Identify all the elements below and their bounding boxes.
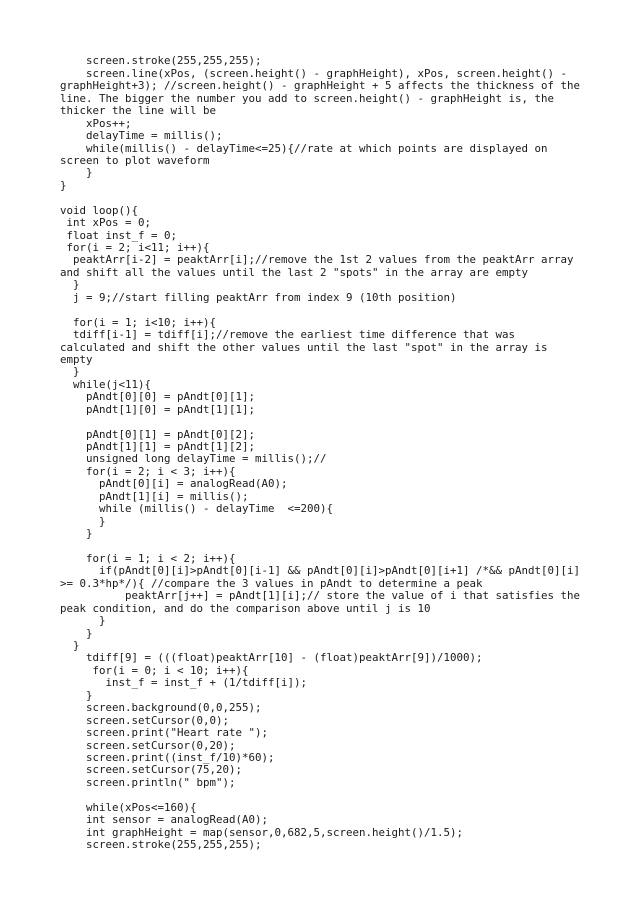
code-line: screen.setCursor(0,20); (60, 738, 236, 752)
code-line: while(j<11){ (60, 377, 152, 391)
code-line: while(xPos<=160){ (60, 800, 197, 814)
code-line: for(i = 1; i < 2; i++){ (60, 551, 236, 565)
code-line: } (60, 278, 80, 292)
code-line: screen.line(xPos, (screen.height() - graphHeight), xPos, screen.height() - (60, 66, 568, 80)
code-line: empty (60, 352, 93, 366)
code-line: and shift all the values until the last 2 "spots" in the array are empty (60, 265, 529, 279)
code-line: line. The bigger the number you add to screen.height() - graphHeight is, the (60, 91, 555, 105)
code-line: } (60, 514, 106, 528)
code-line: if(pAndt[0][i]>pAndt[0][i-1] && pAndt[0][i]>pAndt[0][i+1] /*&& pAndt[0][i] (60, 564, 581, 578)
code-line: xPos++; (60, 116, 132, 130)
code-line: } (60, 365, 80, 379)
code-line: } (60, 639, 80, 652)
code-line: } (60, 166, 93, 180)
code-line: thicker the line will be (60, 104, 217, 118)
code-line: screen to plot waveform (60, 153, 210, 167)
code-line: pAndt[1][0] = pAndt[1][1]; (60, 402, 256, 416)
code-line: screen.print((inst_f/10)*60); (60, 750, 275, 764)
code-line: int sensor = analogRead(A0); (60, 813, 269, 827)
code-listing (60, 43, 580, 851)
code-line: screen.background(0,0,255); (60, 701, 262, 715)
code-line (60, 416, 580, 428)
code-line: pAndt[0][0] = pAndt[0][1]; (60, 390, 256, 404)
code-line: calculated and shift the other values until the last "spot" in the array is (60, 340, 548, 354)
code-line: for(i = 0; i < 10; i++){ (60, 663, 249, 677)
code-line: pAndt[0][1] = pAndt[0][2]; (60, 427, 256, 441)
code-line: pAndt[1][i] = millis(); (60, 489, 249, 503)
code-line: graphHeight+3); //screen.height() - graphHeight + 5 affects the thickness of the (60, 79, 581, 93)
code-line: inst_f = inst_f + (1/tdiff[i]); (60, 676, 308, 690)
code-line: screen.println(" bpm"); (60, 775, 236, 789)
code-line: for(i = 1; i<10; i++){ (60, 315, 217, 329)
code-line (60, 304, 580, 316)
code-line: while(millis() - delayTime<=25){//rate at which points are displayed on (60, 141, 548, 155)
code-line: pAndt[1][1] = pAndt[1][2]; (60, 440, 256, 453)
code-line: } (60, 178, 67, 192)
code-line: peaktArr[i-2] = peaktArr[i];//remove the 1st 2 values from the peaktArr array (60, 253, 574, 267)
code-line: int graphHeight = map(sensor,0,682,5,screen.height()/1.5); (60, 825, 464, 839)
code-line: } (60, 614, 106, 628)
code-line: >= 0.3*hp*/){ //compare the 3 values in pAndt to determine a peak (60, 576, 483, 590)
code-line: peak condition, and do the comparison above until j is 10 (60, 601, 431, 615)
code-line: tdiff[i-1] = tdiff[i];//remove the earliest time difference that was (60, 328, 516, 342)
code-line: } (60, 688, 93, 702)
code-line: tdiff[9] = (((float)peaktArr[10] - (float)peaktArr[9])/1000); (60, 651, 483, 665)
code-line: int xPos = 0; (60, 216, 152, 230)
code-line: screen.setCursor(0,0); (60, 713, 230, 727)
code-line: screen.print("Heart rate "); (60, 726, 269, 740)
code-line: delayTime = millis(); (60, 129, 223, 143)
code-line: } (60, 527, 93, 541)
code-line: } (60, 626, 93, 640)
code-line: screen.stroke(255,255,255); (60, 838, 262, 851)
code-line: screen.stroke(255,255,255); (60, 54, 262, 68)
code-line (60, 789, 580, 801)
code-line: for(i = 2; i < 3; i++){ (60, 464, 236, 478)
code-line: pAndt[0][i] = analogRead(A0); (60, 477, 288, 491)
code-line: unsigned long delayTime = millis();// (60, 452, 327, 466)
code-line: float inst_f = 0; (60, 228, 178, 242)
code-line: j = 9;//start filling peaktArr from index 9 (10th position) (60, 290, 457, 304)
code-line: while (millis() - delayTime <=200){ (60, 502, 334, 516)
code-line: void loop(){ (60, 203, 139, 217)
code-line (60, 192, 580, 204)
code-line: screen.setCursor(75,20); (60, 763, 243, 777)
code-line: for(i = 2; i<11; i++){ (60, 241, 210, 254)
code-line: peaktArr[j++] = pAndt[1][i];// store the value of i that satisfies the (60, 589, 581, 603)
